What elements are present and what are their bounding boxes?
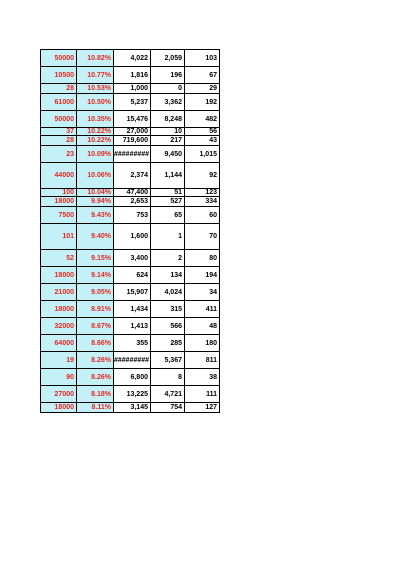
percent-cell[interactable]: 9.14%: [77, 267, 114, 284]
table-row: [41, 136, 220, 146]
count-cell[interactable]: 3,362: [151, 94, 185, 111]
total-cell[interactable]: 411: [185, 301, 220, 318]
total-cell[interactable]: 29: [185, 84, 220, 94]
value-cell[interactable]: 3,145: [114, 403, 151, 413]
table-row: [41, 207, 220, 224]
count-cell[interactable]: 10: [151, 128, 185, 136]
key-cell[interactable]: 23: [41, 146, 77, 163]
value-cell[interactable]: 1,413: [114, 318, 151, 335]
total-cell[interactable]: 180: [185, 335, 220, 352]
table-row: [41, 50, 220, 67]
total-cell[interactable]: 482: [185, 111, 220, 128]
count-cell[interactable]: 4,024: [151, 284, 185, 301]
key-cell[interactable]: 28: [41, 84, 77, 94]
key-cell[interactable]: 21000: [41, 284, 77, 301]
value-cell[interactable]: 2,374: [114, 163, 151, 189]
table-row: [41, 301, 220, 318]
total-cell[interactable]: 811: [185, 352, 220, 369]
key-cell[interactable]: 27000: [41, 386, 77, 403]
table-row: [41, 111, 220, 128]
percent-cell[interactable]: 10.22%: [77, 136, 114, 146]
key-cell[interactable]: 44000: [41, 163, 77, 189]
value-cell[interactable]: 47,400: [114, 189, 151, 197]
table-row: [41, 163, 220, 189]
count-cell[interactable]: 285: [151, 335, 185, 352]
table-row: [41, 267, 220, 284]
total-cell[interactable]: 103: [185, 50, 220, 67]
table-row: [41, 224, 220, 250]
table-row: [41, 335, 220, 352]
total-cell[interactable]: 80: [185, 250, 220, 267]
count-cell[interactable]: 51: [151, 189, 185, 197]
key-cell[interactable]: 101: [41, 224, 77, 250]
count-cell[interactable]: 65: [151, 207, 185, 224]
value-cell[interactable]: 2,653: [114, 197, 151, 207]
percent-cell[interactable]: 9.94%: [77, 197, 114, 207]
table-row: [41, 84, 220, 94]
value-cell[interactable]: 355: [114, 335, 151, 352]
count-cell[interactable]: 8,248: [151, 111, 185, 128]
percent-cell[interactable]: 10.22%: [77, 128, 114, 136]
total-cell[interactable]: 192: [185, 94, 220, 111]
value-cell[interactable]: 1,000: [114, 84, 151, 94]
total-cell[interactable]: 48: [185, 318, 220, 335]
value-cell[interactable]: 719,600: [114, 136, 151, 146]
count-cell[interactable]: 217: [151, 136, 185, 146]
key-cell[interactable]: 50000: [41, 111, 77, 128]
total-cell[interactable]: 111: [185, 386, 220, 403]
key-cell[interactable]: 19: [41, 352, 77, 369]
percent-cell[interactable]: 10.35%: [77, 111, 114, 128]
key-cell[interactable]: 90: [41, 369, 77, 386]
percent-cell[interactable]: 10.06%: [77, 163, 114, 189]
percent-cell[interactable]: 8.91%: [77, 301, 114, 318]
spreadsheet-range: [40, 49, 220, 413]
table-row: [41, 284, 220, 301]
table-row: [41, 369, 220, 386]
count-cell[interactable]: 4,721: [151, 386, 185, 403]
total-cell[interactable]: 34: [185, 284, 220, 301]
total-cell[interactable]: 123: [185, 189, 220, 197]
total-cell[interactable]: 67: [185, 67, 220, 84]
key-cell[interactable]: 50000: [41, 50, 77, 67]
percent-cell[interactable]: 10.77%: [77, 67, 114, 84]
key-cell[interactable]: 18000: [41, 197, 77, 207]
count-cell[interactable]: 1,144: [151, 163, 185, 189]
key-cell[interactable]: 18000: [41, 301, 77, 318]
percent-cell[interactable]: 8.67%: [77, 318, 114, 335]
percent-cell[interactable]: 9.05%: [77, 284, 114, 301]
count-cell[interactable]: 9,450: [151, 146, 185, 163]
percent-cell[interactable]: 10.09%: [77, 146, 114, 163]
table-row: [41, 197, 220, 207]
key-cell[interactable]: 64000: [41, 335, 77, 352]
percent-cell[interactable]: 8.18%: [77, 386, 114, 403]
count-cell[interactable]: 754: [151, 403, 185, 413]
value-cell[interactable]: #########: [114, 146, 151, 163]
key-cell[interactable]: 37: [41, 128, 77, 136]
count-cell[interactable]: 0: [151, 84, 185, 94]
value-cell[interactable]: 5,237: [114, 94, 151, 111]
table-row: [41, 189, 220, 197]
percent-cell[interactable]: 9.40%: [77, 224, 114, 250]
percent-cell[interactable]: 8.26%: [77, 352, 114, 369]
percent-cell[interactable]: 10.53%: [77, 84, 114, 94]
value-cell[interactable]: 753: [114, 207, 151, 224]
value-cell[interactable]: 4,022: [114, 50, 151, 67]
count-cell[interactable]: 527: [151, 197, 185, 207]
total-cell[interactable]: 56: [185, 128, 220, 136]
total-cell[interactable]: 92: [185, 163, 220, 189]
table-body: [41, 50, 220, 413]
percent-cell[interactable]: 9.43%: [77, 207, 114, 224]
value-cell[interactable]: 6,800: [114, 369, 151, 386]
total-cell[interactable]: 43: [185, 136, 220, 146]
count-cell[interactable]: 1: [151, 224, 185, 250]
value-cell[interactable]: 27,000: [114, 128, 151, 136]
table-row: [41, 352, 220, 369]
data-table: [40, 49, 220, 413]
count-cell[interactable]: 2: [151, 250, 185, 267]
total-cell[interactable]: 38: [185, 369, 220, 386]
key-cell[interactable]: 18000: [41, 403, 77, 413]
table-row: [41, 250, 220, 267]
total-cell[interactable]: 70: [185, 224, 220, 250]
value-cell[interactable]: 1,434: [114, 301, 151, 318]
key-cell[interactable]: 61000: [41, 94, 77, 111]
value-cell[interactable]: 624: [114, 267, 151, 284]
percent-cell[interactable]: 8.66%: [77, 335, 114, 352]
key-cell[interactable]: 32000: [41, 318, 77, 335]
total-cell[interactable]: 334: [185, 197, 220, 207]
value-cell[interactable]: 13,225: [114, 386, 151, 403]
count-cell[interactable]: 315: [151, 301, 185, 318]
table-row: [41, 94, 220, 111]
value-cell[interactable]: 15,907: [114, 284, 151, 301]
percent-cell[interactable]: 8.11%: [77, 403, 114, 413]
total-cell[interactable]: 60: [185, 207, 220, 224]
value-cell[interactable]: #########: [114, 352, 151, 369]
key-cell[interactable]: 7500: [41, 207, 77, 224]
count-cell[interactable]: 134: [151, 267, 185, 284]
table-row: [41, 128, 220, 136]
table-row: [41, 403, 220, 413]
key-cell[interactable]: 52: [41, 250, 77, 267]
value-cell[interactable]: 3,400: [114, 250, 151, 267]
count-cell[interactable]: 2,059: [151, 50, 185, 67]
total-cell[interactable]: 194: [185, 267, 220, 284]
key-cell[interactable]: 10500: [41, 67, 77, 84]
percent-cell[interactable]: 8.26%: [77, 369, 114, 386]
total-cell[interactable]: 1,015: [185, 146, 220, 163]
key-cell[interactable]: 18000: [41, 267, 77, 284]
count-cell[interactable]: 8: [151, 369, 185, 386]
count-cell[interactable]: 196: [151, 67, 185, 84]
table-row: [41, 146, 220, 163]
total-cell[interactable]: 127: [185, 403, 220, 413]
percent-cell[interactable]: 10.82%: [77, 50, 114, 67]
table-row: [41, 386, 220, 403]
percent-cell[interactable]: 10.04%: [77, 189, 114, 197]
value-cell[interactable]: 15,476: [114, 111, 151, 128]
value-cell[interactable]: 1,600: [114, 224, 151, 250]
key-cell[interactable]: 28: [41, 136, 77, 146]
value-cell[interactable]: 1,816: [114, 67, 151, 84]
table-row: [41, 318, 220, 335]
count-cell[interactable]: 5,367: [151, 352, 185, 369]
table-row: [41, 67, 220, 84]
percent-cell[interactable]: 10.50%: [77, 94, 114, 111]
percent-cell[interactable]: 9.15%: [77, 250, 114, 267]
count-cell[interactable]: 566: [151, 318, 185, 335]
key-cell[interactable]: 100: [41, 189, 77, 197]
